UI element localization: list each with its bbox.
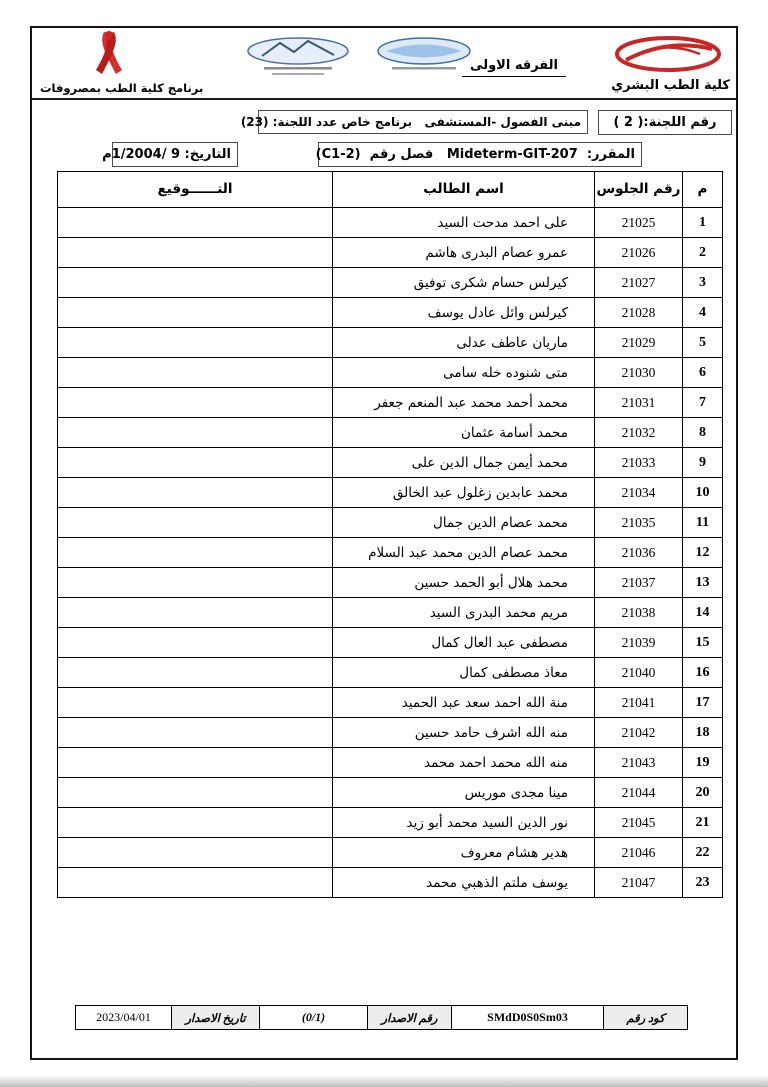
row-index: 7 [683,388,723,418]
seat-number: 21034 [595,478,683,508]
student-name: منة الله احمد سعد عبد الحميد [333,688,595,718]
student-roster-table [57,171,723,898]
signature-cell [58,808,333,838]
row-index: 8 [683,418,723,448]
seat-number: 21031 [595,388,683,418]
issue-date-label: تاريخ الاصدار [172,1006,260,1030]
student-name: نور الدين السيد محمد أبو زيد [333,808,595,838]
table-row [58,868,723,898]
seat-number: 21038 [595,598,683,628]
row-index: 1 [683,208,723,238]
student-name: على احمد مدحت السيد [333,208,595,238]
header-divider [32,98,736,100]
signature-cell [58,508,333,538]
table-row [58,718,723,748]
student-name: مينا مجدى موريس [333,778,595,808]
signature-cell [58,448,333,478]
table-row [58,358,723,388]
row-index: 14 [683,598,723,628]
row-index: 6 [683,358,723,388]
table-row [58,508,723,538]
page-border-frame [30,26,738,1060]
table-row [58,838,723,868]
seat-number: 21039 [595,628,683,658]
header-index: م [683,172,723,208]
table-row [58,268,723,298]
row-index: 23 [683,868,723,898]
signature-cell [58,568,333,598]
seat-number: 21026 [595,238,683,268]
header-seat-number: رقم الجلوس [595,172,683,208]
seat-number: 21025 [595,208,683,238]
table-row [58,808,723,838]
seat-number: 21045 [595,808,683,838]
row-index: 22 [683,838,723,868]
signature-cell [58,298,333,328]
location-program-box: مبنى الفصول -المستشفى برنامج خاص عدد اللجنة: (23) [258,110,588,134]
student-name: منه الله محمد احمد محمد [333,748,595,778]
seat-number: 21033 [595,448,683,478]
signature-cell [58,718,333,748]
row-index: 21 [683,808,723,838]
faculty-logo-icon [612,32,724,78]
red-ribbon-icon [92,30,126,80]
institution-emblem-icon [244,36,352,80]
header-student-name: اسم الطالب [333,172,595,208]
exam-date-box: التاريخ: 9 /1/2004م [112,142,238,167]
table-row [58,478,723,508]
student-name: عمرو عصام البدرى هاشم [333,238,595,268]
footer-row [76,1006,688,1030]
code-value: SMdD0S0Sm03 [452,1006,604,1030]
signature-cell [58,838,333,868]
signature-cell [58,478,333,508]
signature-cell [58,208,333,238]
signature-cell [58,868,333,898]
row-index: 18 [683,718,723,748]
table-row [58,448,723,478]
table-row [58,328,723,358]
seat-number: 21036 [595,538,683,568]
row-index: 4 [683,298,723,328]
row-index: 9 [683,448,723,478]
signature-cell [58,598,333,628]
table-row [58,388,723,418]
seat-number: 21028 [595,298,683,328]
row-index: 20 [683,778,723,808]
document-control-footer [75,1005,688,1030]
table-row [58,568,723,598]
issue-number-label: رقم الاصدار [368,1006,452,1030]
signature-cell [58,628,333,658]
table-row [58,298,723,328]
table-row [58,688,723,718]
student-name: مصطفى عبد العال كمال [333,628,595,658]
student-name: محمد أحمد محمد عبد المنعم جعفر [333,388,595,418]
row-index: 12 [683,538,723,568]
scan-edge-shadow [0,1075,768,1087]
table-row [58,748,723,778]
row-index: 19 [683,748,723,778]
student-name: ماريان عاطف عدلى [333,328,595,358]
program-caption: برنامج كلية الطب بمصروفات [40,81,204,95]
row-index: 3 [683,268,723,298]
signature-cell [58,358,333,388]
table-row [58,238,723,268]
table-row [58,658,723,688]
student-name: محمد عصام الدين جمال [333,508,595,538]
student-name: منه الله اشرف حامد حسين [333,718,595,748]
row-index: 16 [683,658,723,688]
seat-number: 21037 [595,568,683,598]
roster-body [58,208,723,898]
year-label: الفرقه الاولى [462,58,566,77]
seat-number: 21027 [595,268,683,298]
student-name: متى شنوده خله سامى [333,358,595,388]
header-signature: التــــــوقيع [58,172,333,208]
signature-cell [58,538,333,568]
faculty-caption: كلية الطب البشري [611,78,730,93]
table-row [58,598,723,628]
signature-cell [58,328,333,358]
seat-number: 21029 [595,328,683,358]
student-name: يوسف ملتم الذهبي محمد [333,868,595,898]
student-name: محمد عصام الدين محمد عبد السلام [333,538,595,568]
student-name: كيرلس وائل عادل يوسف [333,298,595,328]
seat-number: 21047 [595,868,683,898]
student-name: معاذ مصطفى كمال [333,658,595,688]
row-index: 11 [683,508,723,538]
issue-number-value: (0/1) [260,1006,368,1030]
seat-number: 21032 [595,418,683,448]
student-name: محمد أيمن جمال الدين على [333,448,595,478]
course-class-box: المقرر: Mideterm-GIT-207 فصل رقم (C1-2) [318,142,642,167]
row-index: 5 [683,328,723,358]
seat-number: 21046 [595,838,683,868]
committee-number-box: رقم اللجنة:( 2 ) [598,110,732,135]
table-row [58,628,723,658]
signature-cell [58,388,333,418]
signature-cell [58,238,333,268]
signature-cell [58,748,333,778]
signature-cell [58,418,333,448]
signature-cell [58,268,333,298]
student-name: هدير هشام معروف [333,838,595,868]
seat-number: 21042 [595,718,683,748]
signature-cell [58,778,333,808]
hospital-emblem-icon [374,36,474,80]
table-row [58,778,723,808]
seat-number: 21041 [595,688,683,718]
row-index: 17 [683,688,723,718]
code-label: كود رقم [604,1006,688,1030]
signature-cell [58,658,333,688]
issue-date-value: 2023/04/01 [76,1006,172,1030]
seat-number: 21035 [595,508,683,538]
student-name: محمد هلال أبو الحمد حسين [333,568,595,598]
student-name: محمد أسامة عثمان [333,418,595,448]
table-header-row [58,172,723,208]
table-row [58,418,723,448]
row-index: 13 [683,568,723,598]
student-name: مريم محمد البدرى السيد [333,598,595,628]
seat-number: 21043 [595,748,683,778]
student-name: محمد عابدين زغلول عبد الخالق [333,478,595,508]
seat-number: 21030 [595,358,683,388]
seat-number: 21040 [595,658,683,688]
student-name: كيرلس حسام شكرى توفيق [333,268,595,298]
signature-cell [58,688,333,718]
row-index: 2 [683,238,723,268]
table-row [58,538,723,568]
row-index: 10 [683,478,723,508]
table-row [58,208,723,238]
row-index: 15 [683,628,723,658]
seat-number: 21044 [595,778,683,808]
